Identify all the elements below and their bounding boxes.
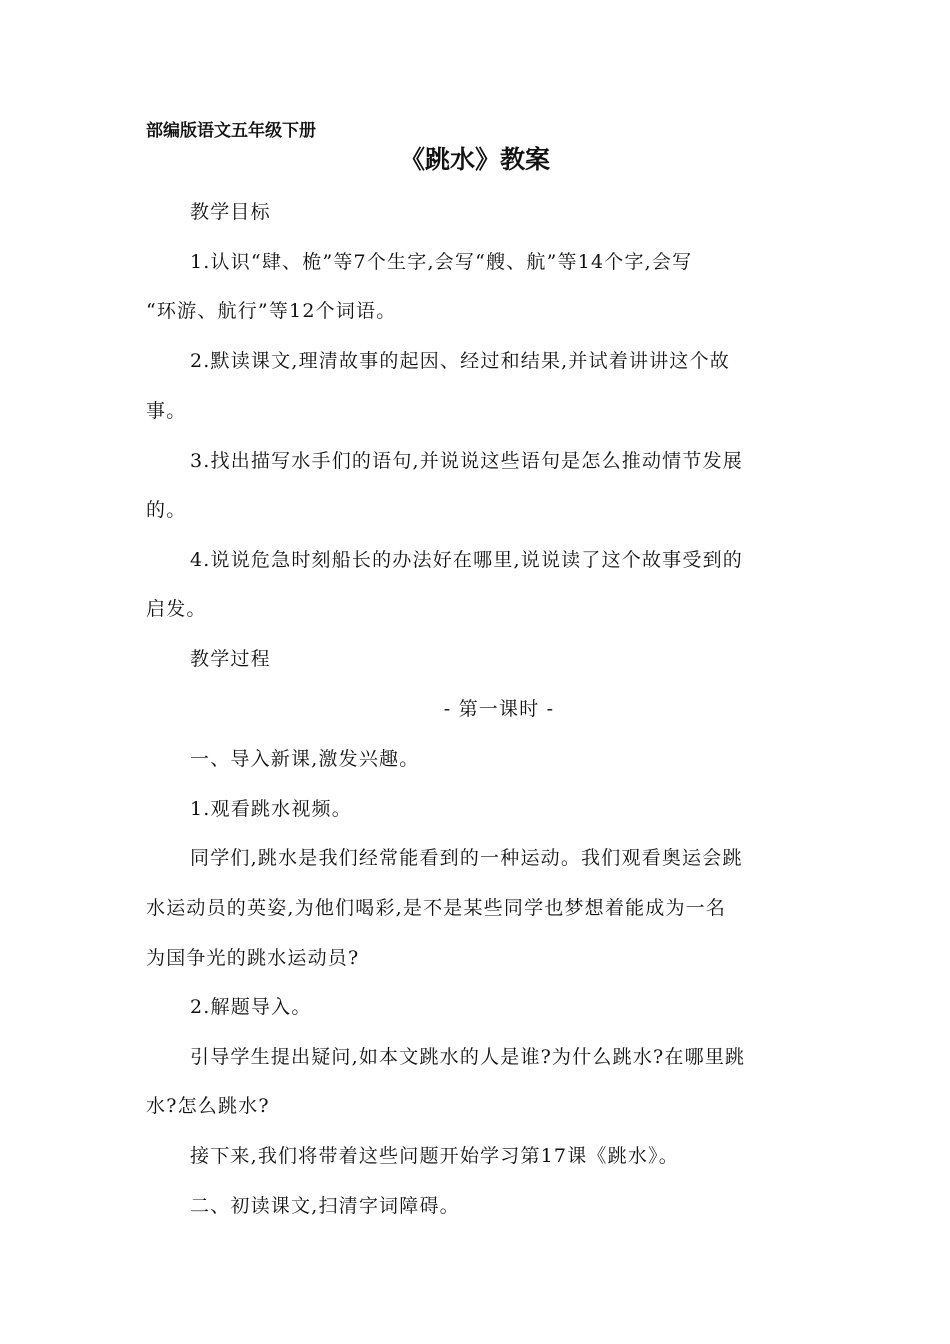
objectives-heading: 教学目标: [190, 201, 271, 223]
objective-2-line-2: 事。: [146, 400, 187, 422]
paragraph-1-line-1: 同学们,跳水是我们经常能看到的一种运动。我们观看奥运会跳: [190, 847, 743, 869]
document-title: 《跳水》教案: [399, 145, 550, 174]
objective-3-line-1: 3.找出描写水手们的语句,并说说这些语句是怎么推动情节发展: [190, 450, 743, 472]
paragraph-1-line-3: 为国争光的跳水运动员?: [146, 947, 360, 969]
lesson-marker: - 第一课时 -: [443, 698, 555, 720]
header-label: 部编版语文五年级下册: [146, 121, 316, 141]
objective-4-line-1: 4.说说危急时刻船长的办法好在哪里,说说读了这个故事受到的: [190, 549, 743, 571]
paragraph-2-line-1: 引导学生提出疑问,如本文跳水的人是谁?为什么跳水?在哪里跳: [190, 1046, 746, 1068]
objective-2-line-1: 2.默读课文,理清故事的起因、经过和结果,并试着讲讲这个故: [190, 350, 731, 372]
paragraph-1-line-2: 水运动员的英姿,为他们喝彩,是不是某些同学也梦想着能成为一名: [146, 897, 727, 919]
section-1-heading: 一、导入新课,激发兴趣。: [190, 748, 420, 770]
step-1: 1.观看跳水视频。: [190, 798, 352, 820]
objective-1-line-2: “环游、航行”等12个词语。: [146, 300, 397, 322]
objective-3-line-2: 的。: [146, 499, 187, 521]
step-2: 2.解题导入。: [190, 996, 312, 1018]
objective-1-line-1: 1.认识“肆、桅”等7个生字,会写“艘、航”等14个字,会写: [190, 251, 693, 273]
paragraph-2-line-2: 水?怎么跳水?: [146, 1095, 270, 1117]
objective-4-line-2: 启发。: [146, 598, 207, 620]
section-2-heading: 二、初读课文,扫清字词障碍。: [190, 1195, 460, 1217]
process-heading: 教学过程: [190, 648, 271, 670]
paragraph-3: 接下来,我们将带着这些问题开始学习第17课《跳水》。: [190, 1145, 679, 1167]
